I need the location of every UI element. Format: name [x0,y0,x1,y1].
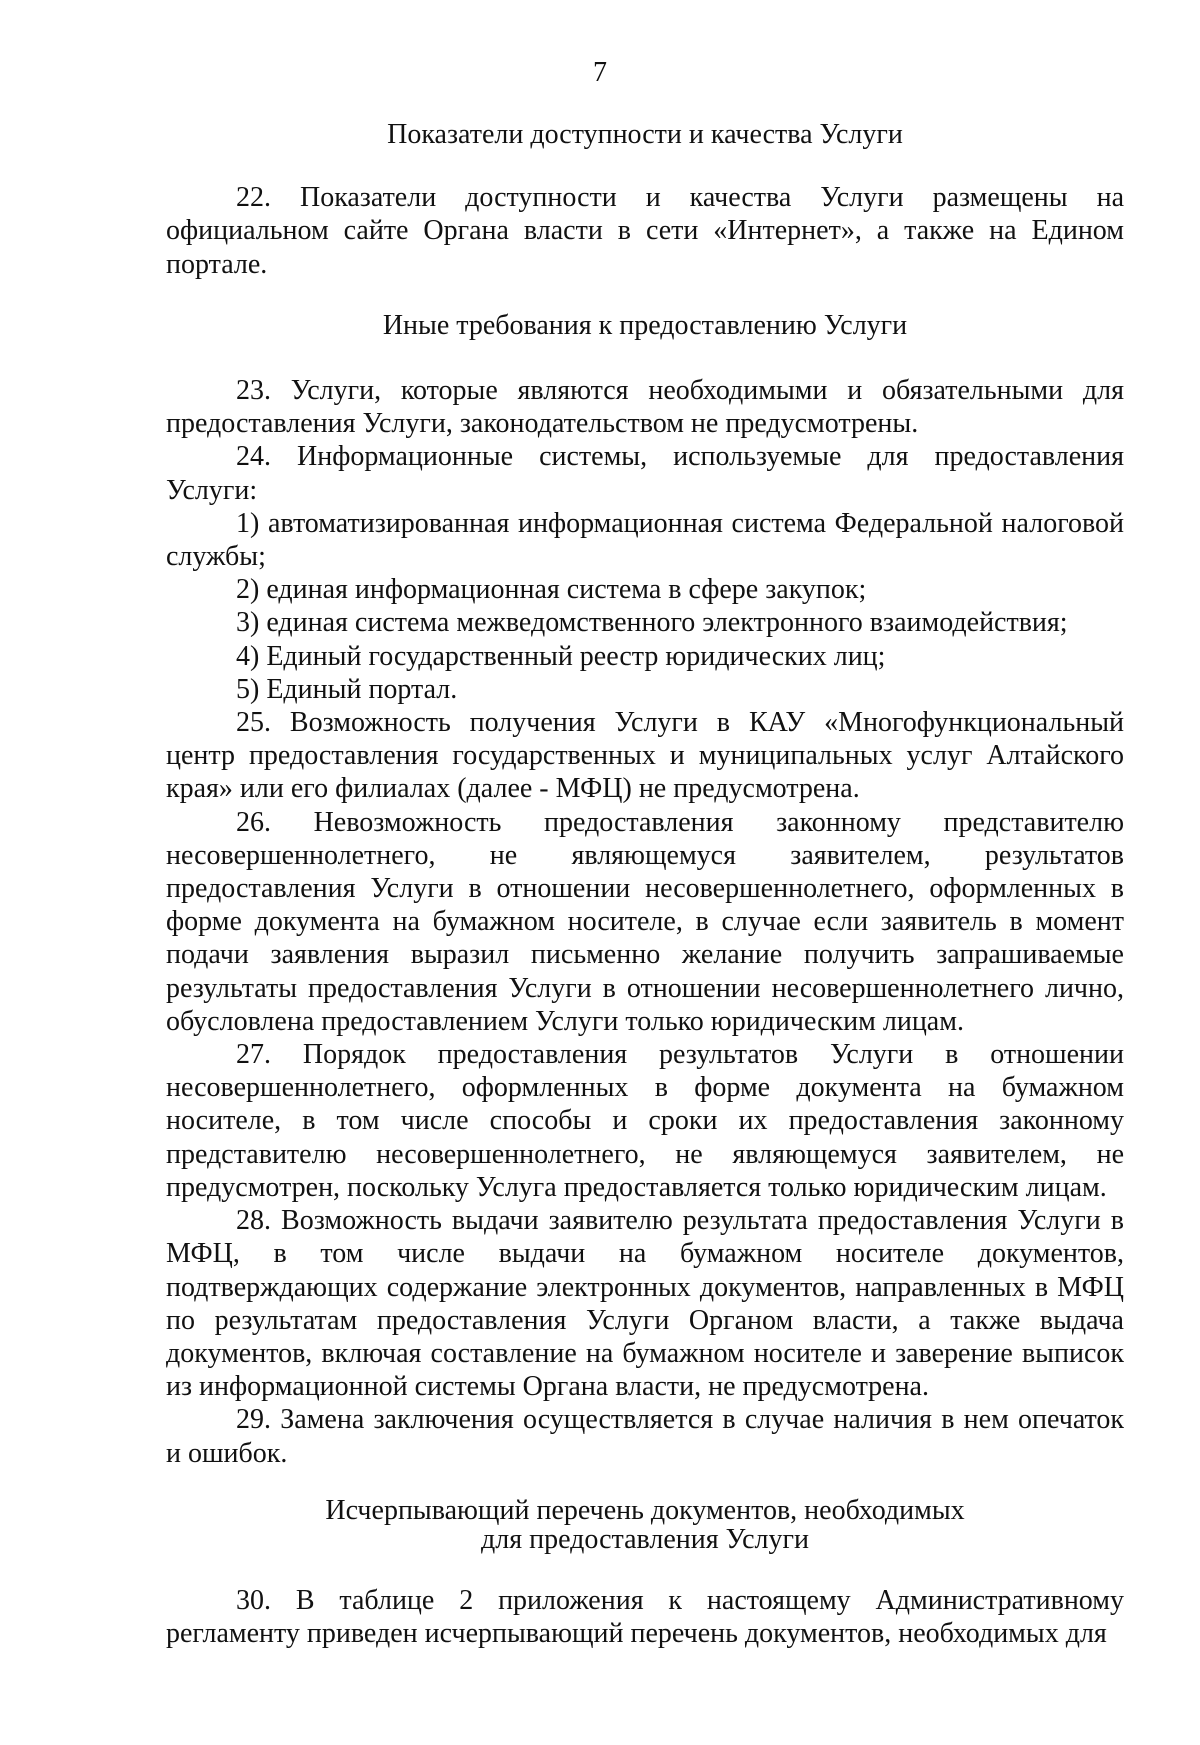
paragraph-22: 22. Показатели доступности и качества Услуги размещены на официальном сайте Органа власти в сети «Интернет», а также на Едином портале. [166,182,1124,280]
list-item-24-4: 4) Единый государственный реестр юридических лиц; [236,640,886,672]
paragraph-25: 25. Возможность получения Услуги в КАУ «Многофункциональный центр предоставления государственных и муниципальных услуг Алтайского края» или его филиалах (далее - МФЦ) не предусмотрена. [166,707,1124,805]
paragraph-28: 28. Возможность выдачи заявителю результата предоставления Услуги в МФЦ, в том числе выдачи на бумажном носителе документов, подтверждающих содержание электронных документов, направленных в МФЦ по результатам предоставления Услуги Органом власти, а также выдача документов, включая составление на бумажном носителе и заверение выписок из информационной системы Органа власти, не предусмотрена. [166,1205,1124,1403]
page-number: 7 [593,57,607,88]
section-heading-documents [166,1496,1124,1554]
paragraph-26: 26. Невозможность предоставления законному представителю несовершеннолетнего, не являющемуся заявителем, результатов предоставления Услуги в отношении несовершеннолетнего, оформленных в форме документа на бумажном носителе, в случае если заявитель в момент подачи заявления выразил письменно желание получить запрашиваемые результаты предоставления Услуги в отношении несовершеннолетнего лично, обусловлена предоставлением Услуги только юридическим лицам. [166,806,1124,1037]
section-heading-documents-line-2: для предоставления Услуги [481,1523,809,1555]
document-body [166,118,1124,1650]
list-item-24-2: 2) единая информационная система в сфере закупок; [236,574,867,606]
section-heading-documents-line-1: Исчерпывающий перечень документов, необходимых [325,1494,965,1526]
section-heading-other-requirements: Иные требования к предоставлению Услуги [382,309,908,341]
list-item-24-3: 3) единая система межведомственного электронного взаимодействия; [236,607,1068,639]
paragraph-27: 27. Порядок предоставления результатов Услуги в отношении несовершеннолетнего, оформленных в форме документа на бумажном носителе, в том числе способы и сроки их предоставления законному представителю несовершеннолетнего, не являющемуся заявителем, не предусмотрен, поскольку Услуга предоставляется только юридическим лицам. [166,1039,1124,1203]
paragraph-23: 23. Услуги, которые являются необходимыми и обязательными для предоставления Услуги, законодательством не предусмотрены. [166,375,1124,440]
paragraph-24: 24. Информационные системы, используемые для предоставления Услуги: [166,441,1124,506]
paragraph-29: 29. Замена заключения осуществляется в случае наличия в нем опечаток и ошибок. [166,1404,1124,1469]
list-item-24-1: 1) автоматизированная информационная система Федеральной налоговой службы; [166,507,1124,573]
section-heading-accessibility: Показатели доступности и качества Услуги [387,119,903,150]
list-item-24-5: 5) Единый портал. [236,673,458,705]
paragraph-30: 30. В таблице 2 приложения к настоящему Административному регламенту приведен исчерпывающий перечень документов, необходимых для [166,1584,1124,1649]
